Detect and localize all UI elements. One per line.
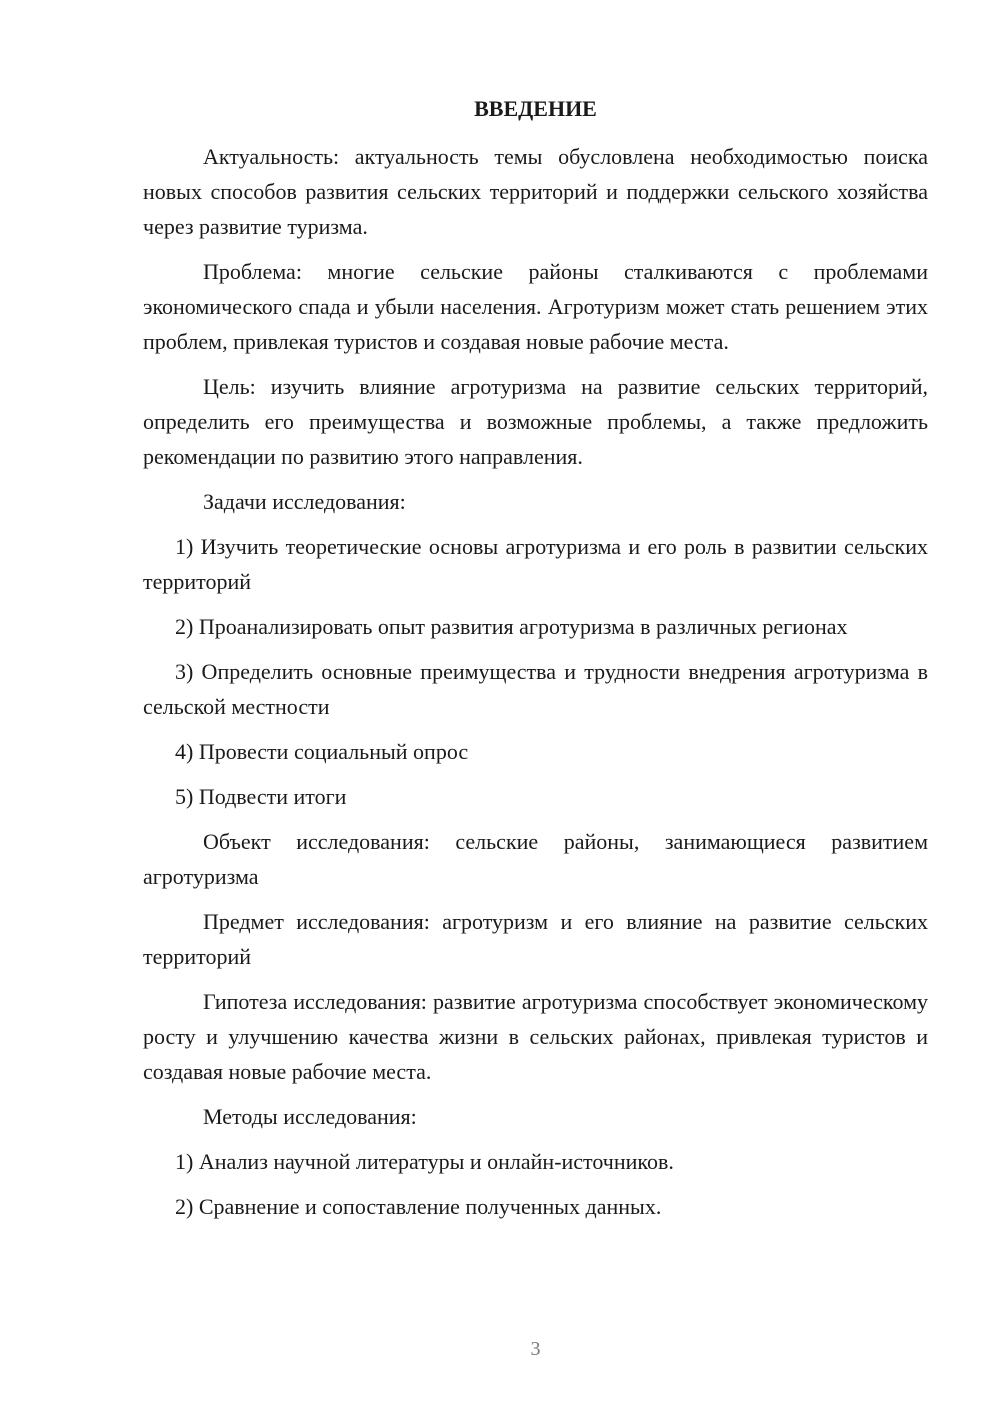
paragraph-hypothesis: Гипотеза исследования: развитие агротуризма способствует экономическому росту и улучшению качества жизни в сельских районах, привлекая туристов и создавая новые рабочие места. (143, 989, 928, 1084)
list-item: 2) Проанализировать опыт развития агротуризма в различных регионах (175, 614, 848, 639)
document-body (143, 139, 928, 1234)
list-item: 5) Подвести итоги (175, 784, 347, 809)
page-title: ВВЕДЕНИЕ (474, 96, 597, 121)
paragraph-goal: Цель: изучить влияние агротуризма на развитие сельских территорий, определить его преимущества и возможные проблемы, а также предложить рекомендации по развитию этого направления. (143, 374, 928, 469)
paragraph-object: Объект исследования: сельские районы, занимающиеся развитием агротуризма (143, 829, 928, 889)
paragraph-methods-heading: Методы исследования: (203, 1104, 417, 1129)
paragraph-relevance: Актуальность: актуальность темы обусловлена необходимостью поиска новых способов развития сельских территорий и поддержки сельского хозяйства через развитие туризма. (143, 144, 928, 239)
list-item: 3) Определить основные преимущества и трудности внедрения агротуризма в сельской местности (143, 659, 928, 719)
page-number: 3 (530, 1338, 541, 1360)
list-item: 1) Анализ научной литературы и онлайн-источников. (175, 1149, 674, 1174)
paragraph-subject: Предмет исследования: агротуризм и его влияние на развитие сельских территорий (143, 909, 928, 969)
list-item: 1) Изучить теоретические основы агротуризма и его роль в развитии сельских территорий (143, 534, 928, 594)
list-item: 2) Сравнение и сопоставление полученных данных. (175, 1194, 662, 1219)
paragraph-problem: Проблема: многие сельские районы сталкиваются с проблемами экономического спада и убыли населения. Агротуризм может стать решением этих проблем, привлекая туристов и создавая новые рабочие места. (143, 259, 928, 354)
list-item: 4) Провести социальный опрос (175, 739, 469, 764)
document-page (143, 0, 928, 1414)
paragraph-tasks-heading: Задачи исследования: (203, 489, 406, 514)
